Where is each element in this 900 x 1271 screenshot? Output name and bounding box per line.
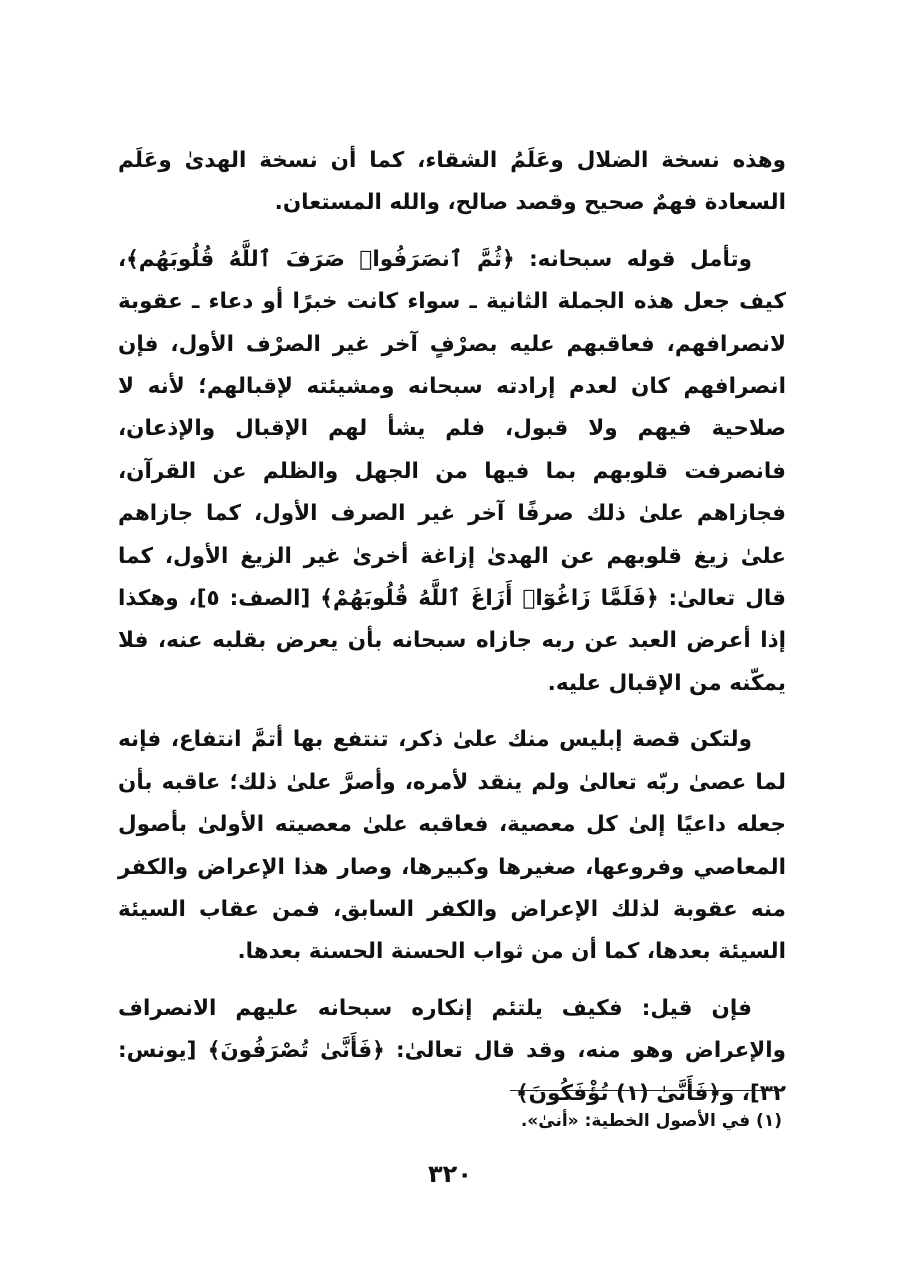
paragraph-4: فإن قيل: فكيف يلتئم إنكاره سبحانه عليهم الانصراف والإعراض وهو منه، وقد قال تعالىٰ: ﴿فَأَنَّىٰ تُصْرَفُونَ﴾ [يونس: ٣٢]، و﴿فَأَنَّىٰ (١) تُؤْفَكُونَ﴾ [118,995,786,1106]
page-number: ٣٢٠ [428,1160,472,1188]
paragraph-3: ولتكن قصة إبليس منك علىٰ ذكر، تنتفع بها أتمَّ انتفاع، فإنه لما عصىٰ ربّه تعالىٰ ولم ينقد لأمره، وأصرَّ علىٰ ذلك؛ عاقبه بأن جعله داعيًا إلىٰ كل معصية، فعاقبه علىٰ معصيته الأولىٰ بأصول المعاصي وفروعها، صغيرها وكبيرها، وصار هذا الإعراض والكفر منه عقوبة لذلك الإعراض والكفر السابق، فمن عقاب السيئة السيئة بعدها، كما أن من ثواب الحسنة الحسنة بعدها. [118,727,786,965]
paragraph-2: وتأمل قوله سبحانه: ﴿ثُمَّ ٱنصَرَفُوا۟ صَرَفَ ٱللَّهُ قُلُوبَهُم﴾، كيف جعل هذه الجملة الثانية ـ سواء كانت خبرًا أو دعاء ـ عقوبة لانصرافهم، فعاقبهم عليه بصرْفٍ آخر غير الصرْف الأول، فإن انصرافهم كان لعدم إرادته سبحانه ومشيئته لإقبالهم؛ لأنه لا صلاحية فيهم ولا قبول، فلم يشأ لهم الإقبال والإذعان، فانصرفت قلوبهم بما فيها من الجهل والظلم عن القرآن، فجازاهم علىٰ ذلك صرفًا آخر غير الصرف الأول، كما جازاهم علىٰ زيغ قلوبهم عن الهدىٰ إزاغة أخرىٰ غير الزيغ الأول، كما قال تعالىٰ: ﴿فَلَمَّا زَاغُوٓا۟ أَزَاغَ ٱللَّهُ قُلُوبَهُمْ﴾ [الصف: ٥]، وهكذا إذا أعرض العبد عن ربه جازاه سبحانه بأن يعرض بقلبه عنه، فلا يمكّنه من الإقبال عليه. [118,246,786,696]
paragraph-1: وهذه نسخة الضلال وعَلَمُ الشقاء، كما أن نسخة الهدىٰ وعَلَم السعادة فهمٌ صحيح وقصد صالح، والله المستعان. [118,148,786,216]
footnote-divider [510,1090,782,1091]
footnote: (١) في الأصول الخطية: «أنىٰ». [520,1111,782,1131]
page-body [118,140,786,1129]
